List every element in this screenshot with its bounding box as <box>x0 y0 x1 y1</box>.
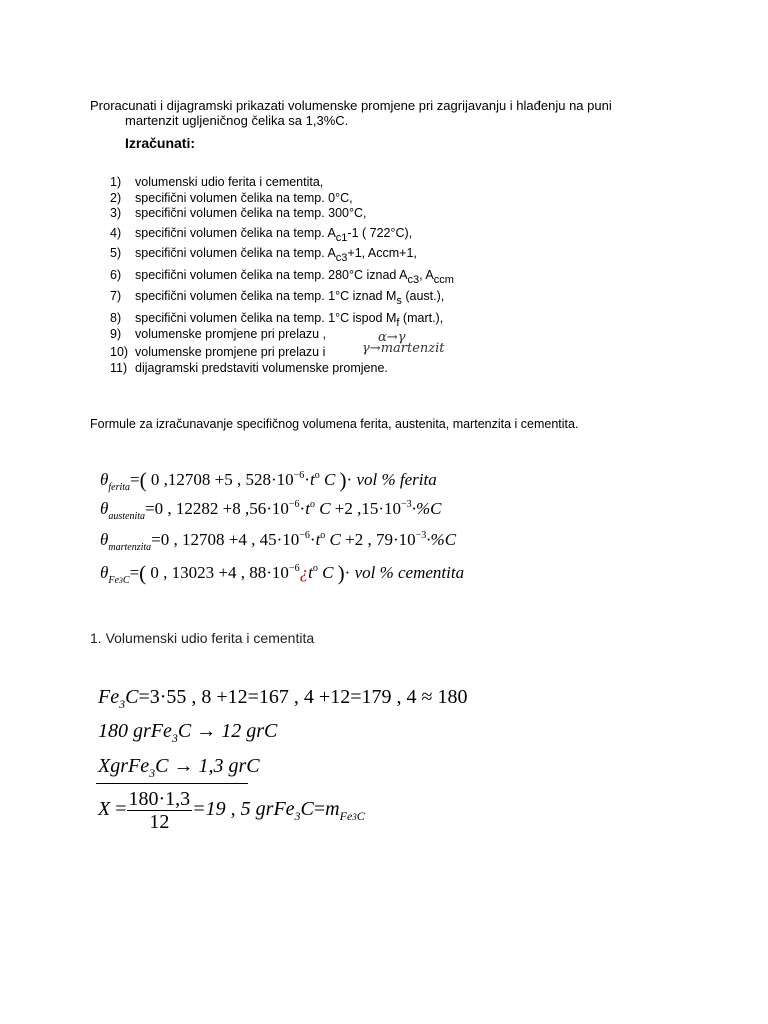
list-item: 2) specifični volumen čelika na temp. 0°C, <box>110 191 353 205</box>
section-1-title: 1. Volumenski udio ferita i cementita <box>90 630 315 646</box>
list-item: 7) specifični volumen čelika na temp. 1°C iznad $M_s$ (aust.), <box>110 289 445 307</box>
formula-cementite: $\theta_{Fe3C}=$( 0 , 13023 +4 , $88\cdot 10^{-6}¿t^o$ C )· vol % cementita <box>100 561 465 586</box>
calc-line-unknown: XgrFe$_3$C → 1,3 grC <box>98 755 260 780</box>
problem-line-1: Proracunati i dijagramski prikazati volumenske promjene pri zagrijavanju i hlađenju na puni <box>90 98 612 113</box>
list-item: 9) volumenske promjene pri prelazu , <box>110 327 327 341</box>
list-item: 8) specifični volumen čelika na temp. 1°C ispod $M_f$ (mart.), <box>110 311 444 329</box>
calc-line-result: X = $\frac{180\cdot 1,3}{12}$ =19 , 5 $grFe_3C=m_{Fe3C}$ <box>98 788 365 833</box>
list-item: 1) volumenski udio ferita i cementita, <box>110 175 324 189</box>
list-item: 11) dijagramski predstaviti volumenske promjene. <box>110 361 388 375</box>
formula-intro: Formule za izračunavanje specifičnog volumena ferita, austenita, martenzita i cementita. <box>90 417 579 431</box>
fraction: $\frac{180\cdot 1,3}{12}$ <box>128 788 191 833</box>
list-item: 3) specifični volumen čelika na temp. 300°C, <box>110 206 367 220</box>
formula-ferrite: $\theta_{ferita}=$( 0 ,12708 +5 , $528\cdot 10^{-6}\cdot t^o$ C )· vol % ferita <box>100 468 437 493</box>
list-item: 6) specifični volumen čelika na temp. 280°C iznad $A_{c3}$, $A_{ccm}$ <box>110 268 454 286</box>
transition-alpha-gamma: α→γ <box>378 330 406 345</box>
calc-line-ratio: 180 grFe$_3$C → 12 grC <box>98 720 278 745</box>
list-item: 4) specifični volumen čelika na temp. $A_{c1}-1$ ( 722°C), <box>110 226 413 244</box>
problem-line-2: martenzit ugljeničnog čelika sa 1,3%C. <box>125 113 349 128</box>
list-item: 10) volumenske promjene pri prelazu i <box>110 345 326 359</box>
transition-gamma-martenzit: γ→martenzit <box>362 341 445 356</box>
section-heading: Izračunati: <box>125 135 196 151</box>
list-item: 5) specifični volumen čelika na temp. $A_{c3}+1$, Accm+1, <box>110 246 417 264</box>
calc-underline <box>96 783 248 784</box>
calc-line-molar-mass: $Fe_3C=3\cdot 55$ , 8 +12=167 , 4 +12=179 , 4 ≈ 180 <box>98 686 468 711</box>
problem-statement <box>90 98 690 128</box>
formula-martensite: $\theta_{martenzita}=0$ , 12708 +4 , $45\cdot 10^{-6}\cdot t^o$ C +2 , $79\cdot 10^{-3}\cdot\%C$ <box>100 530 457 553</box>
formula-austenite: $\theta_{austenita}=0$ , 12282 +8 $,56\cdot 10^{-6}\cdot t^o$ C +2 $,15\cdot 10^{-3}\cdot\%C$ <box>100 499 442 522</box>
